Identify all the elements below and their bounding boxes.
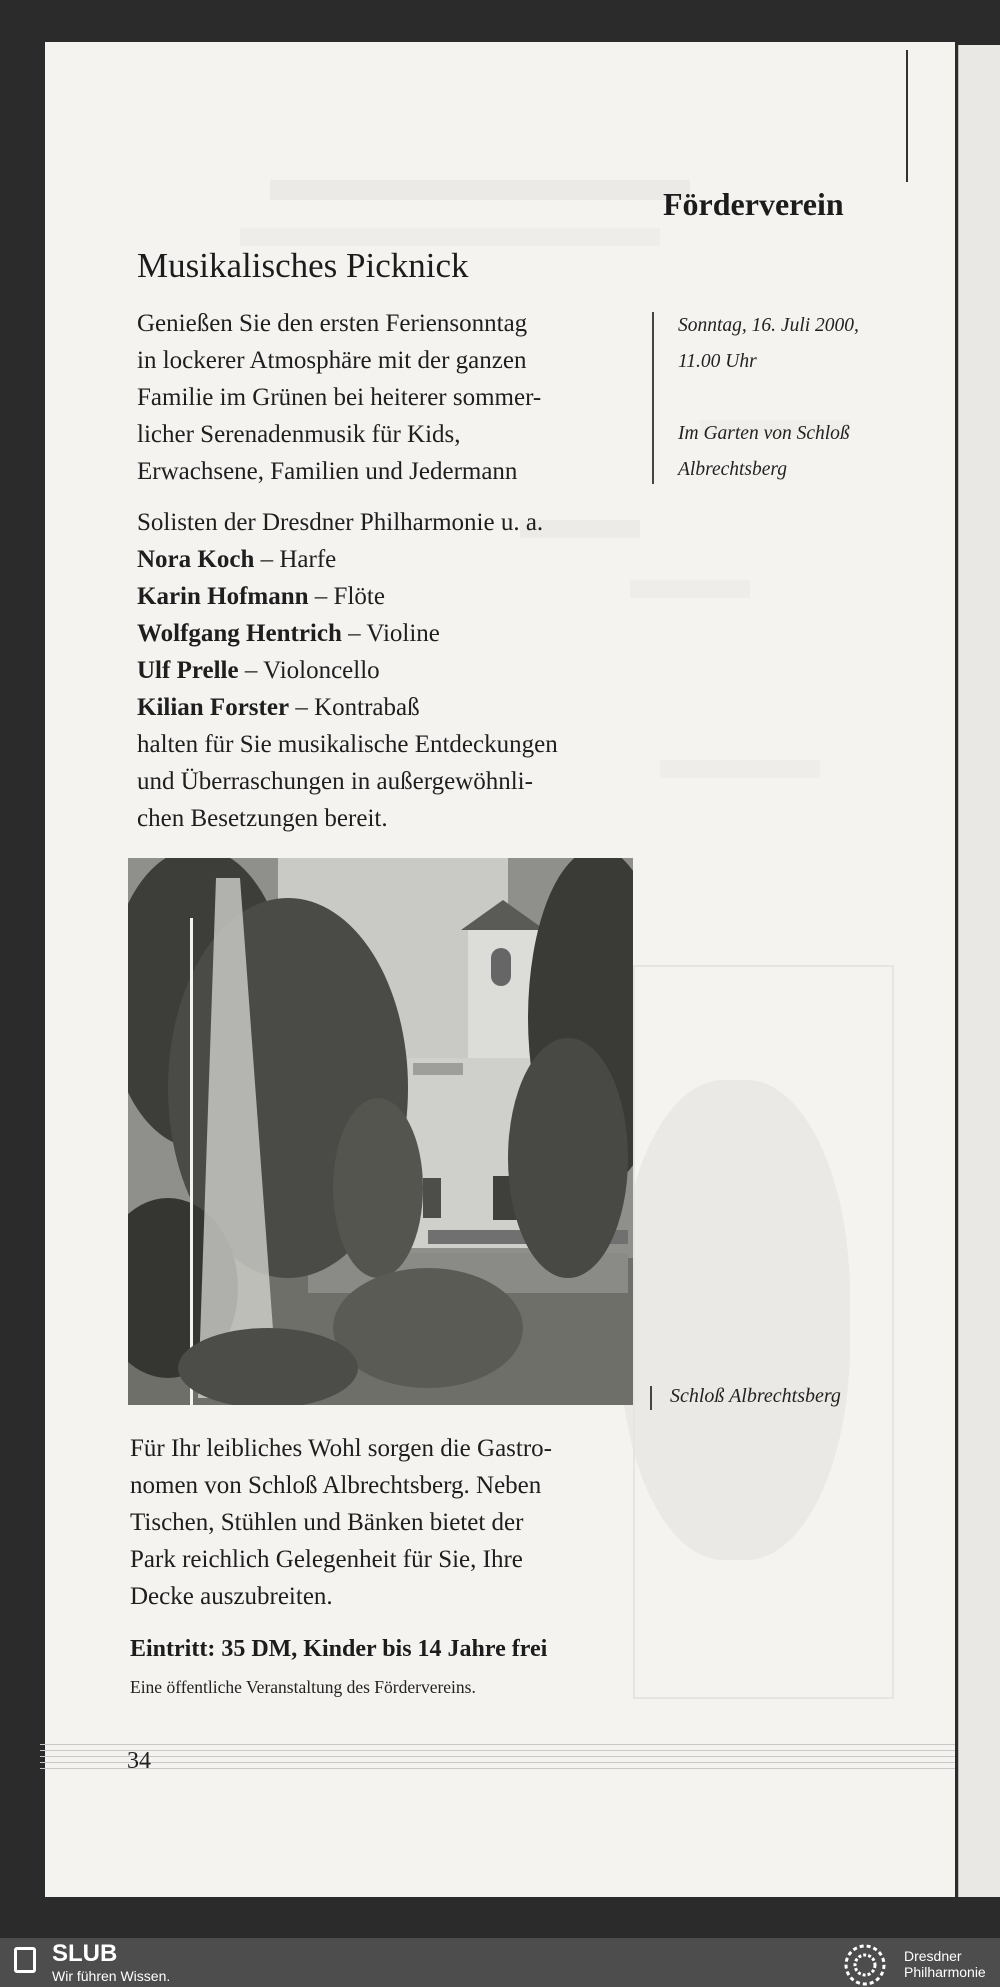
performer-instrument: Flöte [333,583,385,610]
performer-instrument: Violine [366,620,440,647]
surprise-line: chen Besetzungen bereit. [137,805,388,832]
bottom-rules [40,1744,955,1774]
event-details [678,308,859,488]
performer-name: Wolfgang Hentrich [137,620,342,647]
intro-line: in lockerer Atmosphäre mit der ganzen [137,347,527,374]
catering-line: nomen von Schloß Albrechtsberg. Neben [130,1472,542,1499]
separator: – [254,546,280,573]
slub-logo-icon [14,1947,36,1973]
page-number: 34 [127,1748,151,1774]
event-venue: Albrechtsberg [678,459,788,480]
side-rule [652,312,654,484]
philharmonie-logo-icon [843,1943,887,1987]
event-time: 11.00 Uhr [678,351,757,372]
performer-line [137,615,558,652]
performer-name: Ulf Prelle [137,657,239,684]
surprise-line: halten für Sie musikalische Entdeckungen [137,731,558,758]
performer-name: Kilian Forster [137,694,290,721]
event-title: Musikalisches Picknick [137,246,469,285]
catering-line: Park reichlich Gelegenheit für Sie, Ihre [130,1546,523,1573]
performer-line [137,652,558,689]
intro-line: Genießen Sie den ersten Feriensonntag [137,310,528,337]
separator: – [308,583,334,610]
performer-name: Nora Koch [137,546,255,573]
catering-line: Für Ihr leibliches Wohl sorgen die Gastro- [130,1435,552,1462]
organizer-note: Eine öffentliche Veranstaltung des Fördervereins. [130,1677,476,1697]
section-heading: Förderverein [663,186,844,222]
intro-line: Erwachsene, Familien und Jedermann [137,458,518,485]
event-venue: Im Garten von Schloß [678,423,850,444]
top-rule [906,50,908,182]
performer-line [137,578,558,615]
catering-text [130,1430,552,1615]
footer-bar [0,1938,1000,1987]
partner-line: Philharmonie [904,1964,986,1980]
admission-info: Eintritt: 35 DM, Kinder bis 14 Jahre frei [130,1636,548,1662]
photo-caption: Schloß Albrechtsberg [670,1385,841,1407]
soloists-intro: Solisten der Dresdner Philharmonie u. a. [137,509,544,536]
performer-line [137,689,558,726]
performer-instrument: Harfe [279,546,337,573]
intro-line: licher Serenadenmusik für Kids, [137,421,461,448]
performer-instrument: Violoncello [263,657,380,684]
intro-line: Familie im Grünen bei heiterer sommer- [137,384,542,411]
separator: – [341,620,367,647]
castle-photo [128,858,633,1405]
separator: – [289,694,315,721]
performer-instrument: Kontrabaß [314,694,420,721]
event-date: Sonntag, 16. Juli 2000, [678,315,859,336]
catering-line: Tischen, Stühlen und Bänken bietet der [130,1509,524,1536]
partner-name [904,1948,986,1980]
partner-line: Dresdner [904,1948,962,1964]
intro-text [137,305,541,490]
performer-line [137,541,558,578]
catering-line: Decke auszubreiten. [130,1583,333,1610]
performers-block [137,504,558,837]
surprise-line: und Überraschungen in außergewöhnli- [137,768,533,795]
performer-name: Karin Hofmann [137,583,309,610]
caption-rule [650,1386,652,1410]
library-name: SLUB [52,1940,118,1967]
separator: – [238,657,264,684]
next-page-edge [958,45,1000,1897]
library-tagline: Wir führen Wissen. [52,1968,171,1984]
